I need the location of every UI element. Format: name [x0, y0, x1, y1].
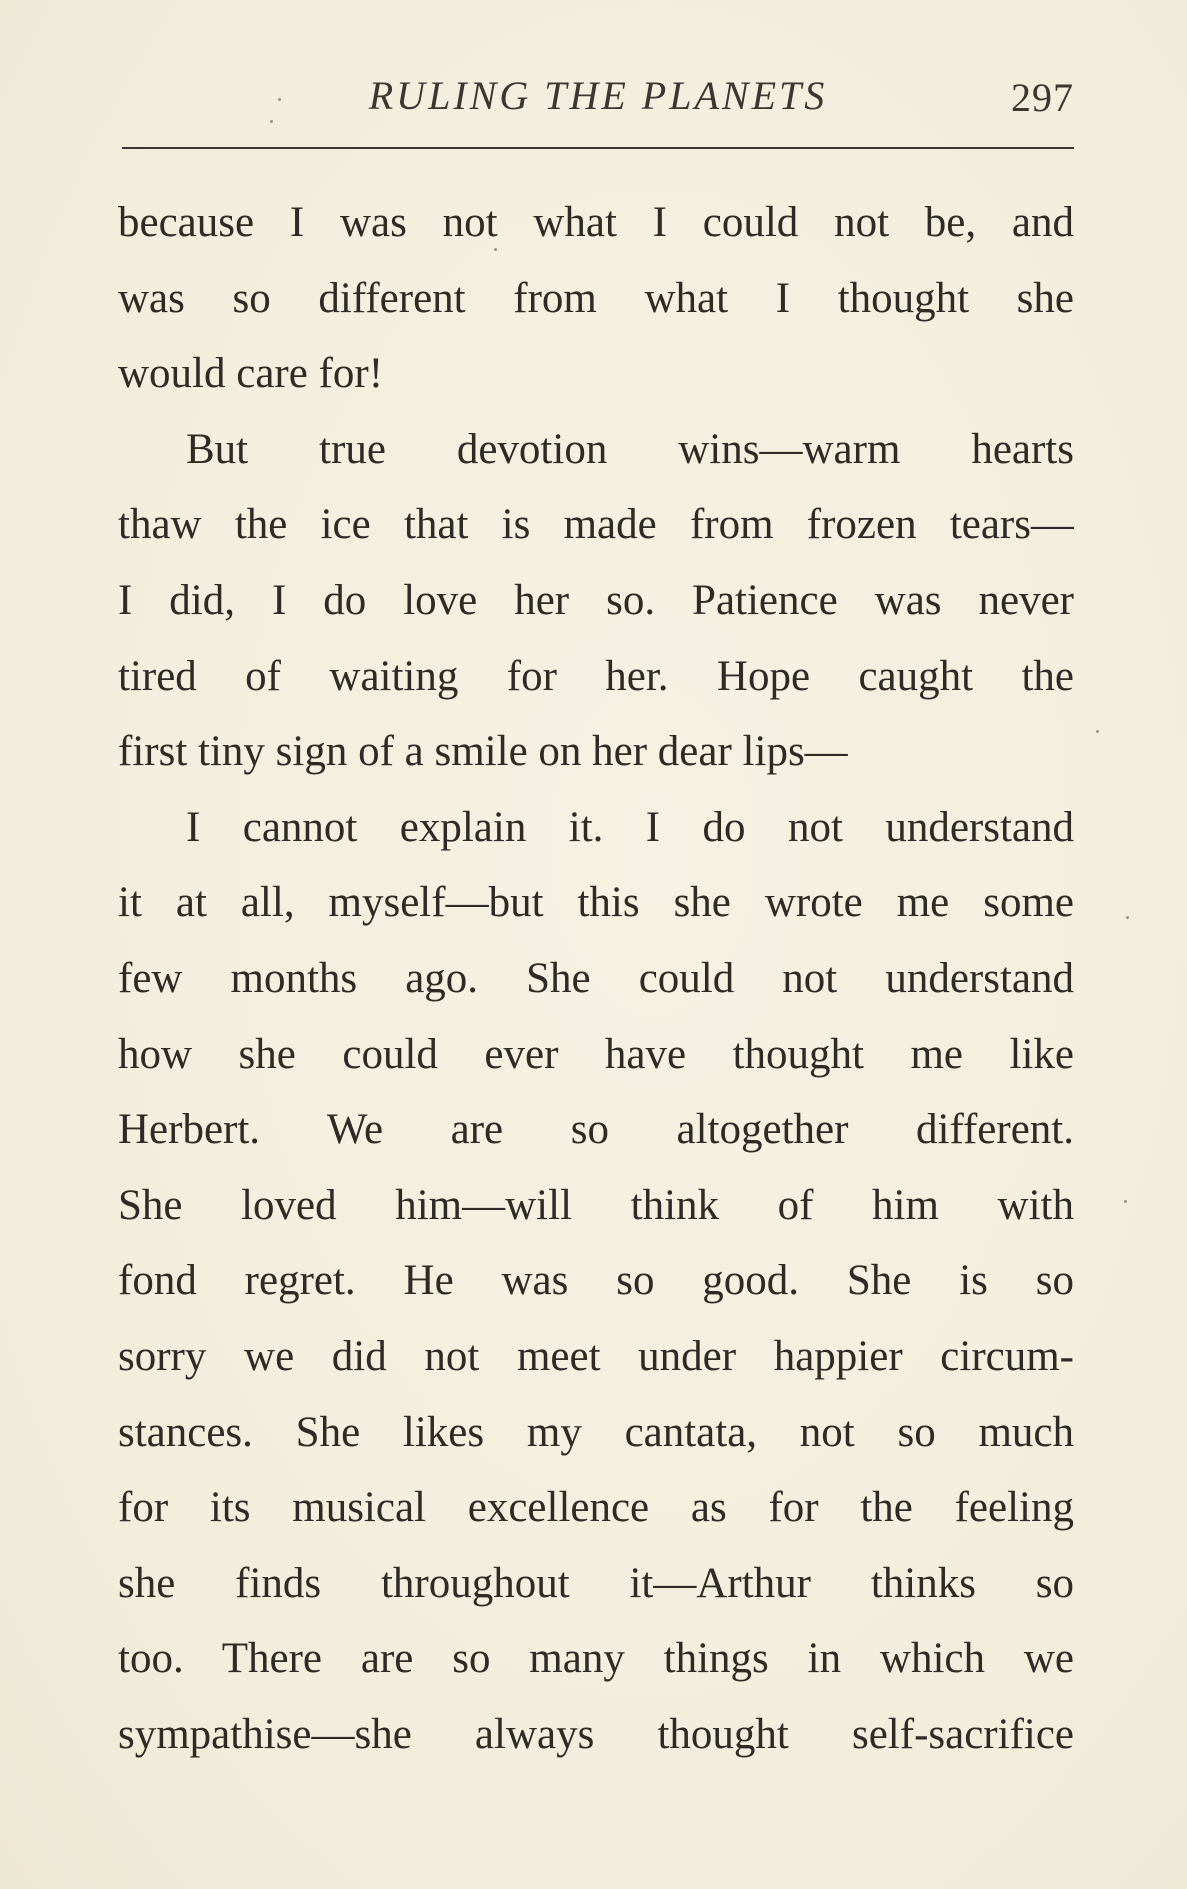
text-line: She loved him—will think of him with	[118, 1181, 1074, 1229]
text-line: because I was not what I could not be, and	[118, 199, 1074, 246]
text-line: for its musical excellence as for the feeling	[118, 1484, 1074, 1532]
text-line: I did, I do love her so. Patience was never	[118, 576, 1074, 624]
text-line: few months ago. She could not understand	[118, 954, 1074, 1002]
text-line: she finds throughout it—Arthur thinks so	[118, 1559, 1074, 1607]
print-speck	[1126, 916, 1129, 919]
text-line: how she could ever have thought me like	[118, 1030, 1074, 1078]
text-line: Herbert. We are so altogether different.	[118, 1106, 1074, 1154]
running-title: RULING THE PLANETS	[368, 73, 828, 118]
page-header	[122, 62, 1074, 122]
print-speck	[1096, 730, 1099, 733]
text-line: fond regret. He was so good. She is so	[118, 1257, 1074, 1305]
page-number: 297	[1011, 75, 1074, 120]
text-line: But true devotion wins—warm hearts	[186, 425, 1074, 473]
text-line: tired of waiting for her. Hope caught the	[118, 652, 1074, 700]
text-line: thaw the ice that is made from frozen tears—	[118, 501, 1074, 549]
text-line: would care for!	[118, 350, 384, 398]
print-speck	[494, 248, 497, 251]
header-rule	[122, 147, 1074, 149]
text-line: sorry we did not meet under happier circum-	[118, 1332, 1074, 1380]
text-line: was so different from what I thought she	[118, 274, 1074, 322]
text-line: I cannot explain it. I do not understand	[186, 803, 1074, 851]
print-speck	[278, 98, 281, 101]
text-line: it at all, myself—but this she wrote me some	[118, 879, 1074, 927]
text-line: sympathise—she always thought self-sacrifice	[118, 1710, 1074, 1758]
text-line: too. There are so many things in which we	[118, 1635, 1074, 1683]
print-speck	[270, 120, 273, 123]
print-speck	[1124, 1200, 1127, 1203]
text-line: first tiny sign of a smile on her dear lips—	[118, 728, 848, 776]
text-line: stances. She likes my cantata, not so much	[118, 1408, 1074, 1456]
body-text	[118, 185, 1074, 1772]
